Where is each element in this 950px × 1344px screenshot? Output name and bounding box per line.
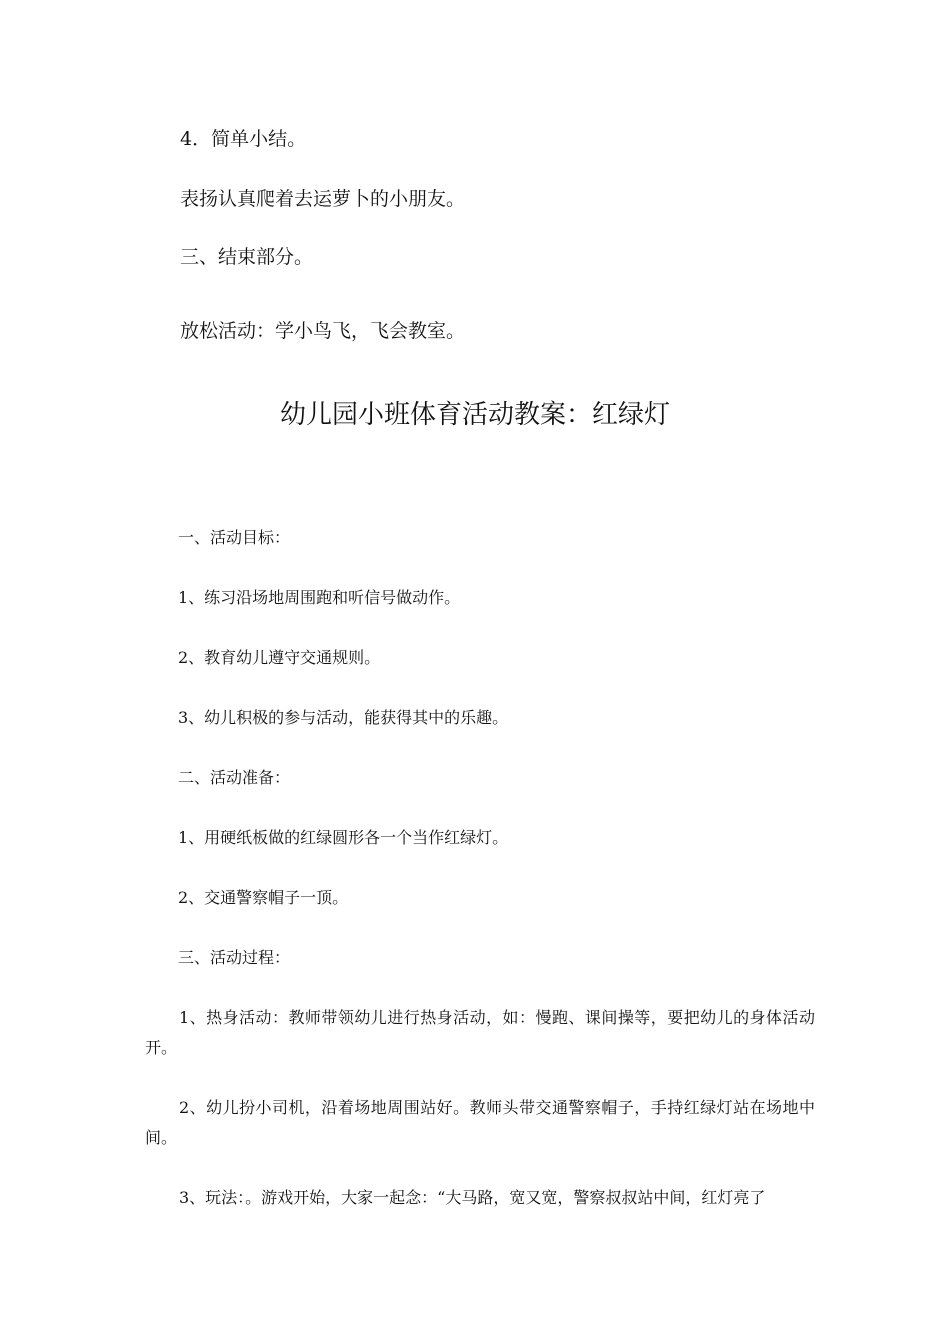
goal-item: 3、幼儿积极的参与活动，能获得其中的乐趣。 bbox=[178, 708, 509, 727]
prep-item: 1、用硬纸板做的红绿圆形各一个当作红绿灯。 bbox=[178, 828, 509, 847]
process-item: 1、热身活动：教师带领幼儿进行热身活动，如：慢跑、课间操等，要把幼儿的身体活动开。 bbox=[145, 1008, 815, 1057]
step-summary-line: 4．简单小结。 bbox=[180, 128, 307, 150]
goal-item: 2、教育幼儿遵守交通规则。 bbox=[178, 648, 381, 667]
ending-part-heading: 三、结束部分。 bbox=[180, 246, 314, 268]
lesson-title: 幼儿园小班体育活动教案：红绿灯 bbox=[279, 400, 670, 430]
prep-heading: 二、活动准备： bbox=[178, 768, 291, 787]
process-heading: 三、活动过程： bbox=[178, 948, 291, 967]
goals-heading: 一、活动目标： bbox=[178, 528, 291, 547]
praise-line: 表扬认真爬着去运萝卜的小朋友。 bbox=[180, 188, 466, 210]
process-item: 3、玩法：。游戏开始，大家一起念：“大马路，宽又宽，警察叔叔站中间，红灯亮了 bbox=[179, 1188, 766, 1207]
relax-activity-line: 放松活动：学小鸟飞，飞会教室。 bbox=[180, 320, 466, 342]
process-item: 2、幼儿扮小司机，沿着场地周围站好。教师头带交通警察帽子，手持红绿灯站在场地中间。 bbox=[145, 1098, 815, 1147]
prep-item: 2、交通警察帽子一顶。 bbox=[178, 888, 349, 907]
goal-item: 1、练习沿场地周围跑和听信号做动作。 bbox=[178, 588, 461, 607]
